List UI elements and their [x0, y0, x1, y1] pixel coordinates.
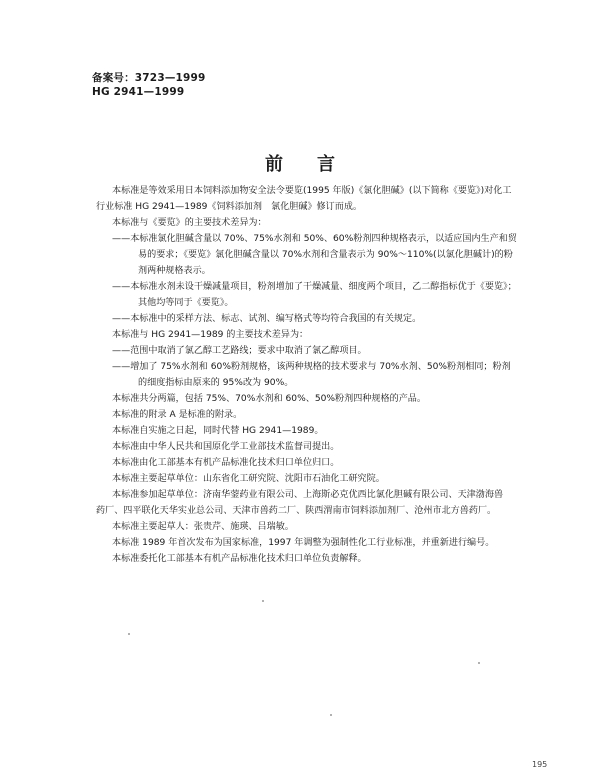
paragraph: ——本标准水剂未设干燥减量项目，粉剂增加了干燥减量、细度两个项目，乙二醇指标优于《要览》；: [112, 282, 517, 292]
paragraph: 药厂、四平联化天华实业总公司、天津市兽药二厂、陕西渭南市饲料添加剂厂、沧州市北方兽药厂。: [96, 506, 497, 516]
paragraph: 本标准的附录 A 是标准的附录。: [112, 410, 243, 420]
paragraph: 本标准是等效采用日本饲料添加物安全法令要览(1995 年版)《氯化胆碱》(以下简称《要览》)对化工: [112, 186, 512, 196]
paragraph: 本标准参加起草单位：济南华蓥药业有限公司、上海斯必克优西比氯化胆碱有限公司、天津渤海兽: [112, 490, 504, 500]
scan-speck: [128, 633, 130, 635]
paragraph: 本标准委托化工部基本有机产品标准化技术归口单位负责解释。: [112, 554, 367, 564]
paragraph: 本标准与 HG 2941—1989 的主要技术差异为：: [112, 330, 309, 340]
scan-speck: [478, 662, 480, 664]
paragraph: 易的要求；《要览》氯化胆碱含量以 70%水剂和含量表示为 90%～110%(以氯化胆碱计)的粉: [138, 250, 513, 260]
paragraph: 本标准主要起草人：张贵芹、施瑛、吕瑞敏。: [112, 522, 294, 532]
paragraph: 其他均等同于《要览》。: [138, 298, 234, 308]
paragraph: 的细度指标由原来的 95%改为 90%。: [138, 378, 294, 388]
paragraph: 本标准自实施之日起，同时代替 HG 2941—1989。: [112, 426, 324, 436]
page-title: 前言: [265, 154, 369, 175]
paragraph: ——本标准氯化胆碱含量以 70%、75%水剂和 50%、60%粉剂四种规格表示，以适应国内生产和贸: [112, 234, 517, 244]
foreword-body: [96, 183, 528, 567]
paragraph: ——增加了 75%水剂和 60%粉剂规格，该两种规格的技术要求与 70%水剂、50%粉剂相同；粉剂: [112, 362, 511, 372]
paragraph: 本标准共分两篇，包括 75%、70%水剂和 60%、50%粉剂四种规格的产品。: [112, 394, 426, 404]
paragraph: 本标准由中华人民共和国原化学工业部技术监督司提出。: [112, 442, 340, 452]
paragraph: ——范围中取消了氯乙醇工艺路线；要求中取消了氯乙醇项目。: [112, 346, 367, 356]
paragraph: 行业标准 HG 2941—1989《饲料添加剂 氯化胆碱》修订而成。: [96, 202, 363, 212]
standard-number: HG 2941—1999: [92, 86, 185, 98]
scan-speck: [330, 714, 332, 716]
page-number: 195: [532, 760, 548, 769]
paragraph: 本标准主要起草单位：山东省化工研究院、沈阳市石油化工研究院。: [112, 474, 385, 484]
paragraph: 本标准 1989 年首次发布为国家标准，1997 年调整为强制性化工行业标准，并重新进行编号。: [112, 538, 495, 548]
scan-speck: [262, 600, 264, 602]
paragraph: 剂两种规格表示。: [138, 266, 211, 276]
paragraph: 本标准由化工部基本有机产品标准化技术归口单位归口。: [112, 458, 340, 468]
paragraph: 本标准与《要览》的主要技术差异为：: [112, 218, 267, 228]
paragraph: ——本标准中的采样方法、标志、试剂、编写格式等均符合我国的有关规定。: [112, 314, 422, 324]
record-number: 备案号：3723—1999: [92, 72, 206, 84]
